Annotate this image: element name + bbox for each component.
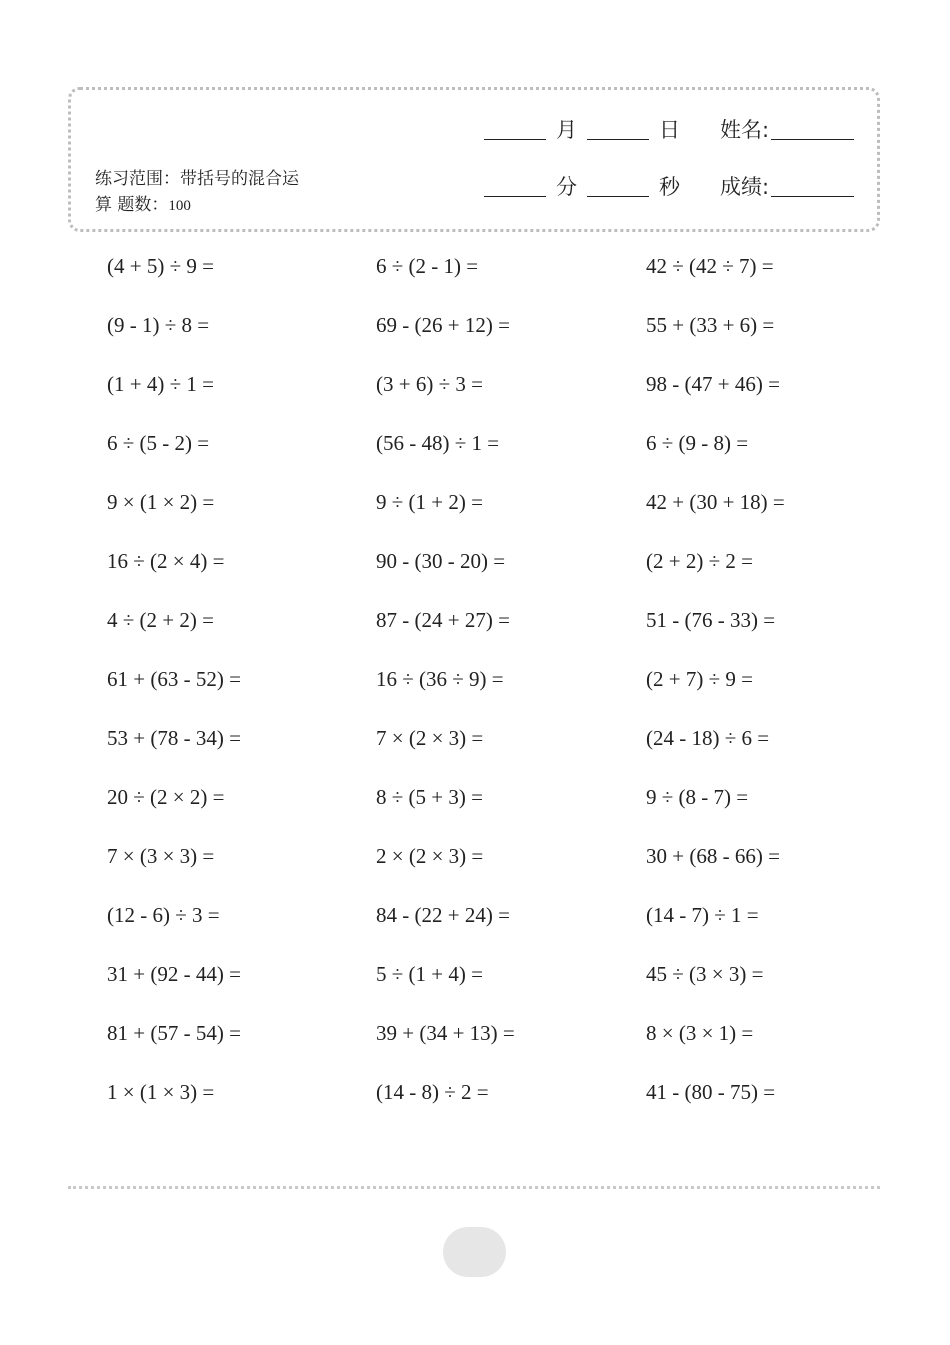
problem-item: 87 - (24 + 27) = [376, 608, 510, 632]
problem-item: 7 × (3 × 3) = [107, 844, 215, 868]
problem-item: 39 + (34 + 13) = [376, 1021, 515, 1045]
problem-item: 90 - (30 - 20) = [376, 549, 506, 573]
problem-item: (14 - 8) ÷ 2 = [376, 1080, 489, 1104]
problem-item: (14 - 7) ÷ 1 = [646, 903, 759, 927]
problem-item: 69 - (26 + 12) = [376, 313, 510, 337]
problem-item: (56 - 48) ÷ 1 = [376, 431, 500, 455]
month-label: 月 [556, 118, 577, 142]
problem-item: 6 ÷ (9 - 8) = [646, 431, 749, 455]
problem-item: 55 + (33 + 6) = [646, 313, 775, 337]
scope-line-1: 练习范围：带括号的混合运 [95, 169, 299, 189]
problem-item: (12 - 6) ÷ 3 = [107, 903, 220, 927]
problem-item: (2 + 2) ÷ 2 = [646, 549, 753, 573]
problem-item: 8 × (3 × 1) = [646, 1021, 754, 1045]
minute-label: 分 [556, 175, 577, 199]
problem-item: 16 ÷ (2 × 4) = [107, 549, 225, 573]
problem-item: 1 × (1 × 3) = [107, 1080, 215, 1104]
scope-label: 算 题数： [95, 195, 169, 215]
score-label: 成绩: [720, 175, 770, 199]
problem-item: 42 ÷ (42 ÷ 7) = [646, 254, 774, 278]
problem-item: 61 + (63 - 52) = [107, 667, 241, 691]
problem-item: 9 ÷ (8 - 7) = [646, 785, 749, 809]
problem-item: 98 - (47 + 46) = [646, 372, 780, 396]
problem-item: 42 + (30 + 18) = [646, 490, 785, 514]
problem-item: 7 × (2 × 3) = [376, 726, 484, 750]
name-label: 姓名: [720, 118, 770, 142]
problem-item: 9 × (1 × 2) = [107, 490, 215, 514]
problem-item: 81 + (57 - 54) = [107, 1021, 241, 1045]
footer-divider [68, 1186, 880, 1189]
problem-item: 16 ÷ (36 ÷ 9) = [376, 667, 504, 691]
second-label: 秒 [659, 175, 680, 199]
problem-item: 6 ÷ (2 - 1) = [376, 254, 479, 278]
problem-item: 45 ÷ (3 × 3) = [646, 962, 764, 986]
problem-item: 9 ÷ (1 + 2) = [376, 490, 483, 514]
problem-item: 6 ÷ (5 - 2) = [107, 431, 210, 455]
problem-item: 84 - (22 + 24) = [376, 903, 510, 927]
problem-count: 100 [168, 198, 191, 214]
page-number-badge [443, 1227, 506, 1277]
problem-item: 2 × (2 × 3) = [376, 844, 484, 868]
problem-item: 5 ÷ (1 + 4) = [376, 962, 483, 986]
problem-item: 8 ÷ (5 + 3) = [376, 785, 483, 809]
problem-item: 41 - (80 - 75) = [646, 1080, 776, 1104]
problem-item: (24 - 18) ÷ 6 = [646, 726, 770, 750]
problem-item: 31 + (92 - 44) = [107, 962, 241, 986]
problem-item: 51 - (76 - 33) = [646, 608, 776, 632]
problem-item: (2 + 7) ÷ 9 = [646, 667, 753, 691]
problem-item: 53 + (78 - 34) = [107, 726, 241, 750]
problem-item: (9 - 1) ÷ 8 = [107, 313, 210, 337]
problem-item: 20 ÷ (2 × 2) = [107, 785, 225, 809]
problem-item: (1 + 4) ÷ 1 = [107, 372, 214, 396]
day-label: 日 [659, 118, 680, 142]
problem-item: (4 + 5) ÷ 9 = [107, 254, 214, 278]
problem-item: 4 ÷ (2 + 2) = [107, 608, 214, 632]
problem-item: 30 + (68 - 66) = [646, 844, 780, 868]
problem-item: (3 + 6) ÷ 3 = [376, 372, 483, 396]
